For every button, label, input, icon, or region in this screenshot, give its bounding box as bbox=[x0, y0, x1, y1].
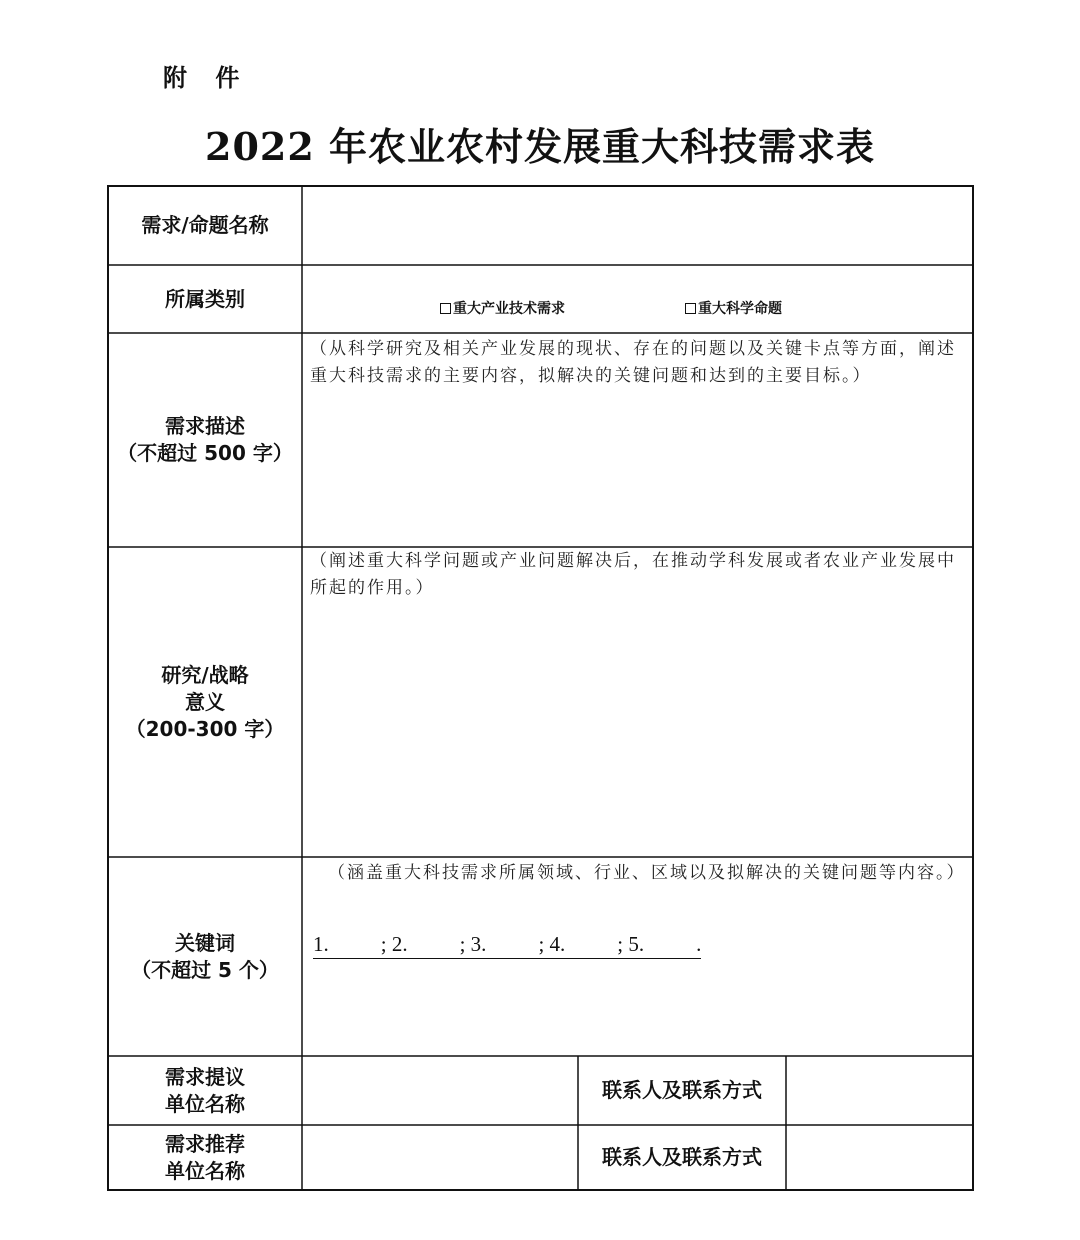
recommender-contact-label bbox=[578, 1125, 786, 1190]
proposer-contact-field[interactable] bbox=[786, 1056, 973, 1125]
option-industry-tech[interactable] bbox=[440, 298, 565, 318]
keywords-hint: （涵盖重大科技需求所属领域、行业、区域以及拟解决的关键问题等内容。） bbox=[328, 863, 966, 883]
proposer-unit-field[interactable] bbox=[302, 1056, 578, 1125]
category-label-text: 所属类别 bbox=[165, 286, 245, 311]
proposer-label-line2: 单位名称 bbox=[165, 1091, 245, 1116]
keyword-4[interactable]: ; 4. bbox=[538, 932, 566, 956]
description-label-line2: （不超过 500 字） bbox=[117, 441, 293, 465]
checkbox-icon[interactable] bbox=[685, 303, 696, 314]
proposer-label bbox=[108, 1056, 302, 1125]
significance-label-line1: 研究/战略 bbox=[161, 662, 249, 687]
option-science-proposition-label: 重大科学命题 bbox=[698, 301, 782, 317]
recommender-label bbox=[108, 1125, 302, 1190]
recommender-label-line2: 单位名称 bbox=[165, 1158, 245, 1183]
name-label-text: 需求/命题名称 bbox=[141, 213, 269, 237]
name-field[interactable] bbox=[302, 186, 973, 265]
significance-label bbox=[108, 547, 302, 857]
description-field[interactable] bbox=[310, 336, 970, 544]
keyword-1[interactable]: 1. bbox=[313, 932, 329, 956]
keywords-label bbox=[108, 857, 302, 1056]
checkbox-icon[interactable] bbox=[440, 303, 451, 314]
recommender-contact-field[interactable] bbox=[786, 1125, 973, 1190]
proposer-contact-label-text: 联系人及联系方式 bbox=[602, 1078, 762, 1102]
category-label bbox=[108, 265, 302, 333]
keywords-label-line2: （不超过 5 个） bbox=[131, 957, 279, 982]
page-title: 2022 年农业农村发展重大科技需求表 bbox=[205, 124, 875, 169]
option-science-proposition[interactable] bbox=[685, 298, 782, 318]
recommender-unit-field[interactable] bbox=[302, 1125, 578, 1190]
recommender-contact-label-text: 联系人及联系方式 bbox=[602, 1145, 762, 1169]
significance-label-line3: （200-300 字） bbox=[125, 716, 285, 741]
keyword-2[interactable]: ; 2. bbox=[380, 932, 408, 956]
name-label bbox=[108, 186, 302, 265]
keywords-label-line1: 关键词 bbox=[175, 930, 235, 955]
attachment-label: 附 件 bbox=[163, 64, 250, 92]
description-label bbox=[108, 333, 302, 547]
keyword-3[interactable]: ; 3. bbox=[459, 932, 487, 956]
significance-hint-line1: （阐述重大科学问题或产业问题解决后，在推动学科发展或者农业产业发展中 bbox=[310, 551, 956, 571]
description-label-line1: 需求描述 bbox=[165, 414, 245, 438]
recommender-label-line1: 需求推荐 bbox=[165, 1131, 245, 1156]
keyword-end: . bbox=[696, 932, 702, 956]
significance-hint-line2: 所起的作用。） bbox=[310, 578, 435, 598]
significance-field[interactable] bbox=[310, 548, 970, 854]
option-industry-tech-label: 重大产业技术需求 bbox=[453, 301, 565, 317]
keywords-input-line[interactable] bbox=[313, 932, 701, 959]
significance-label-line2: 意义 bbox=[185, 689, 225, 714]
description-hint-line2: 重大科技需求的主要内容，拟解决的关键问题和达到的主要目标。） bbox=[310, 366, 872, 386]
keyword-5[interactable]: ; 5. bbox=[617, 932, 645, 956]
proposer-contact-label bbox=[578, 1056, 786, 1125]
description-hint-line1: （从科学研究及相关产业发展的现状、存在的问题以及关键卡点等方面，阐述 bbox=[310, 339, 956, 359]
proposer-label-line1: 需求提议 bbox=[165, 1064, 245, 1089]
